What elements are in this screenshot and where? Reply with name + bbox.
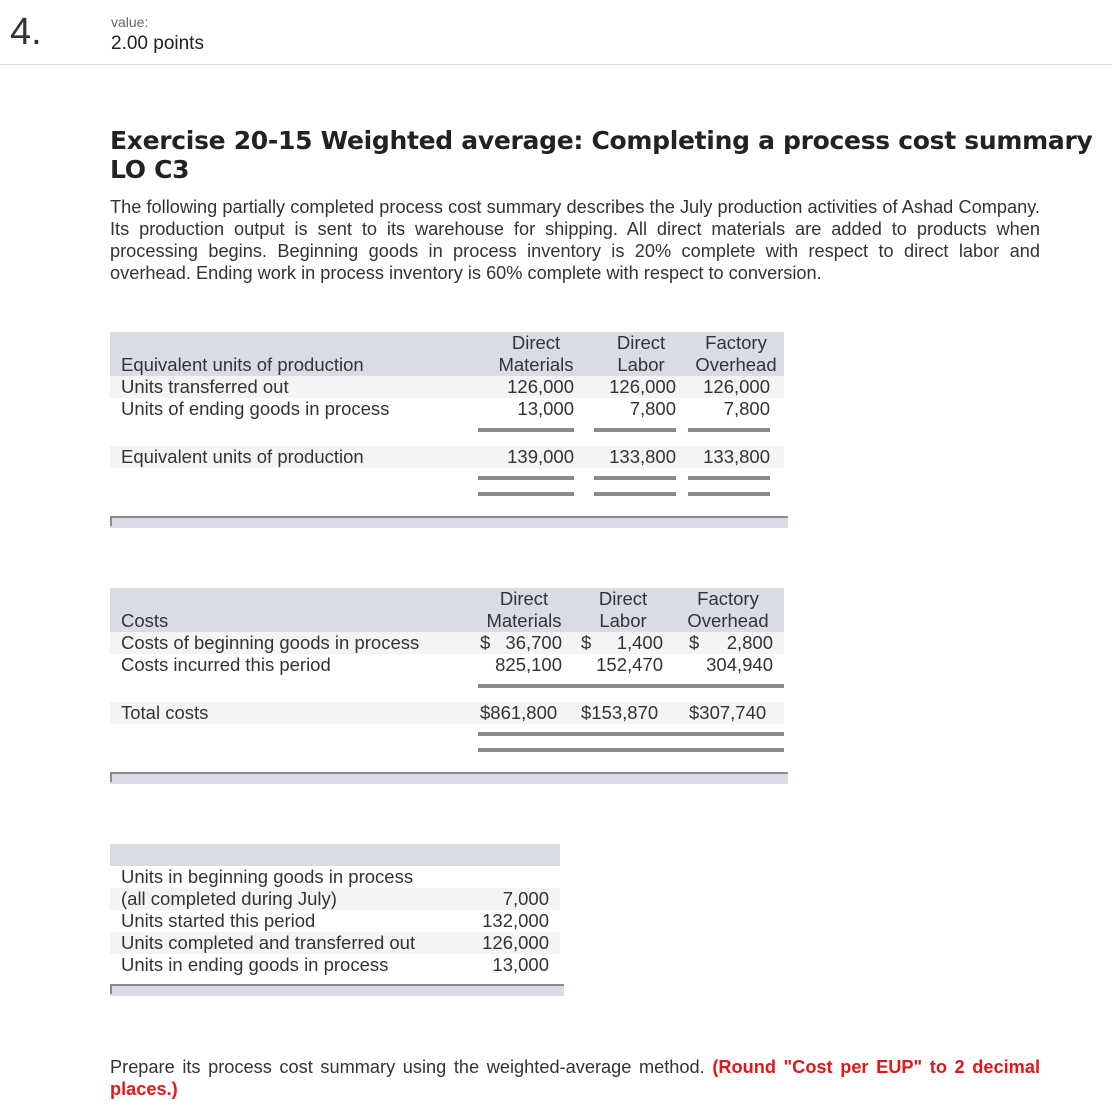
eup-cell-dm: 126,000 [507,376,574,397]
units-cell: 132,000 [482,910,549,931]
cost-col-foh-head-1: Factory [697,588,759,609]
cost-cell-dl: 1,400 [616,632,663,653]
eup-cell-dm: 13,000 [517,398,574,419]
subtotal-rule [478,428,574,432]
eup-cell-foh: 126,000 [703,376,770,397]
cost-row-label: Costs of beginning goods in process [121,632,420,653]
double-rule-bottom [478,492,574,496]
cost-col-dl-head-1: Direct [598,588,648,609]
units-cell: 7,000 [502,888,549,909]
dollar-sign: $ [689,632,700,653]
cost-total-dm: $861,800 [480,702,558,723]
units-cell: 13,000 [492,954,549,975]
eup-row-label: Units transferred out [121,376,289,397]
subtotal-rule [594,428,676,432]
instruction-main: Prepare its process cost summary using the weighted-average method. [110,1057,705,1077]
table-footer-edge [110,984,112,994]
eup-col-dl-head-1: Direct [616,332,666,353]
double-rule-bottom [688,492,770,496]
units-cell: 126,000 [482,932,549,953]
units-row-label: Units started this period [121,910,316,931]
exercise-intro: The following partially completed process cost summary describes the July production activities of Ashad Company. Its production output is sent to its warehouse for shipping. All direct materials are added to products when processing begins. Beginning goods in process inventory is 20% complete with respect to direct labor and overhead. Ending work in process inventory is 60% complete with respect to conversion. [110,197,1040,283]
eup-row-label: Units of ending goods in process [121,398,390,419]
dollar-sign: $ [480,632,491,653]
subtotal-rule [688,428,770,432]
table-footer-bar [110,516,788,528]
question-number: 4. [10,11,42,53]
subtotal-rule [478,684,784,688]
cost-col-foh-head-2: Overhead [687,610,769,631]
units-row-label: Units completed and transferred out [121,932,416,953]
table-footer-bar [110,772,788,784]
eup-cell-foh: 7,800 [723,398,770,419]
cost-col-dl-head-2: Labor [599,610,647,631]
cost-col-dm-head-1: Direct [499,588,549,609]
cost-cell-dm: 825,100 [495,654,562,675]
double-rule-top [478,732,784,736]
units-row-label: (all completed during July) [121,888,337,909]
eup-cell-dl: 7,800 [629,398,676,419]
double-rule-top [594,476,676,480]
eup-col-dm-head-1: Direct [511,332,561,353]
double-rule-top [478,476,574,480]
eup-cell-dl: 126,000 [609,376,676,397]
points-value: 2.00 points [111,33,204,54]
table-footer-edge [110,516,112,526]
table-footer-edge [110,772,112,782]
instruction-text [110,1056,1040,1100]
cost-cell-dl: 152,470 [596,654,663,675]
cost-total-band [110,702,784,724]
units-row-label: Units in beginning goods in process [121,866,414,887]
eup-col-foh-head-2: Overhead [695,354,777,375]
eup-col-dm-head-2: Materials [498,354,574,375]
table-footer-bar [110,984,564,996]
double-rule-bottom [594,492,676,496]
double-rule-bottom [478,748,784,752]
cost-col-dm-head-2: Materials [486,610,562,631]
cost-total-dl: $153,870 [581,702,659,723]
cost-cell-dm: 36,700 [505,632,562,653]
cost-cell-foh: 2,800 [726,632,773,653]
cost-row-head: Costs [121,610,169,631]
double-rule-top [688,476,770,480]
header-divider [0,64,1112,65]
value-label: value: [111,14,149,30]
units-header-band [110,844,560,866]
eup-col-foh-head-1: Factory [705,332,767,353]
cost-total-foh: $307,740 [689,702,767,723]
eup-total-label: Equivalent units of production [121,446,364,467]
eup-total-foh: 133,800 [703,446,770,467]
cost-total-label: Total costs [121,702,209,723]
eup-col-dl-head-2: Labor [617,354,665,375]
rounding-note: (Round "Cost per EUP" to 2 decimal places.) [110,1057,1040,1099]
units-row-label: Units in ending goods in process [121,954,389,975]
cost-row-label: Costs incurred this period [121,654,331,675]
eup-total-dm: 139,000 [507,446,574,467]
eup-total-dl: 133,800 [609,446,676,467]
cost-cell-foh: 304,940 [706,654,773,675]
exercise-title: Exercise 20-15 Weighted average: Completing a process cost summary LO C3 [110,126,1093,184]
eup-row-head: Equivalent units of production [121,354,364,375]
dollar-sign: $ [581,632,592,653]
